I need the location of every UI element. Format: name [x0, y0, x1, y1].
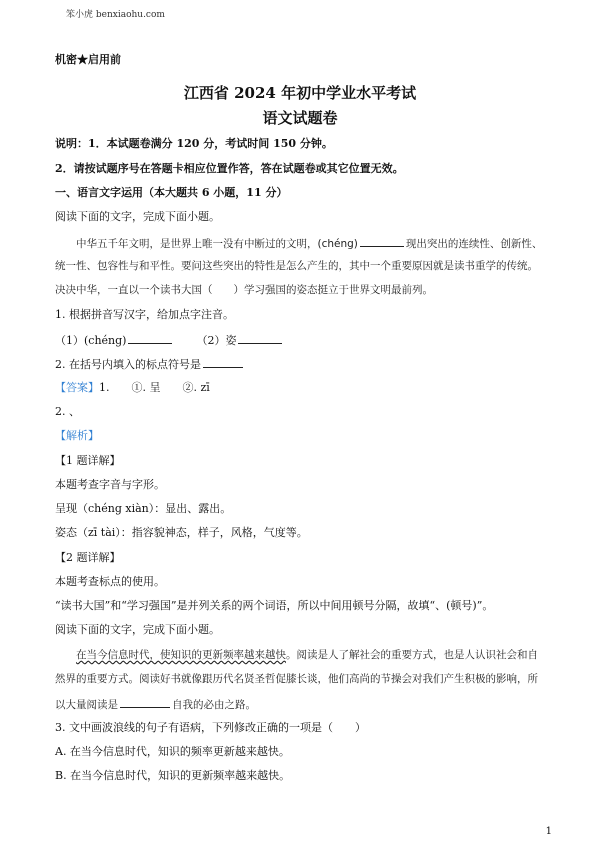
fill-blank: [120, 696, 170, 708]
answer-blank: [238, 332, 282, 344]
fill-blank: [360, 235, 404, 247]
answer-blank: [128, 332, 172, 344]
note-2: 2．请按试题序号在答题卡相应位置作答，答在试题卷或其它位置无效。: [55, 162, 404, 175]
question-3: 3. 文中画波浪线的句子有语病，下列修改正确的一项是（ ）: [55, 721, 366, 734]
detail-line: 呈现（chéng xiàn）：显出、露出。: [55, 502, 232, 515]
detail-line: 本题考查字音与字形。: [55, 478, 165, 491]
site-header: 笨小虎 benxiaohu.com: [66, 10, 165, 20]
note-1: 说明：1．本试题卷满分 120 分，考试时间 150 分钟。: [55, 137, 333, 150]
question-2-text: 2. 在括号内填入的标点符号是: [55, 358, 201, 371]
part-2: （2）姿: [196, 334, 237, 347]
answer-line-2: 2. 、: [55, 405, 80, 418]
question-2: [55, 356, 245, 372]
passage-line: [76, 235, 542, 251]
secret-label: 机密★启用前: [55, 53, 121, 66]
detail-1-heading: 【1 题详解】: [55, 454, 121, 467]
passage-line: 决决中华，一直以一个读书大国（ ）学习强国的姿态挺立于世界文明最前列。: [55, 284, 433, 296]
answer-blank: [203, 356, 243, 368]
question-1: 1. 根据拼音写汉字，给加点字注音。: [55, 308, 234, 321]
detail-line: 本题考查标点的使用。: [55, 575, 165, 588]
passage-line: 统一性、包容性与和平性。要问这些突出的特性是怎么产生的，其中一个重要原因就是读书重学的传统。: [55, 260, 538, 272]
passage-text: 现出突出的连续性、创新性、: [405, 238, 543, 250]
detail-line: 姿态（zī tài）：指容貌神态，样子，风格，气度等。: [55, 526, 308, 539]
answer-text: 1. ①. 呈 ②. zī: [99, 381, 210, 394]
passage-text: 自我的必由之路。: [172, 699, 256, 711]
detail-line: “读书大国”和“学习强国”是并列关系的两个词语，所以中间用顿号分隔，故填“、(顿号)”。: [55, 599, 494, 612]
exam-title: 江西省 2024 年初中学业水平考试: [183, 84, 417, 102]
passage-text: 。阅读是人了解社会的重要方式，也是人认识社会和自: [286, 649, 538, 661]
passage-line: [55, 696, 256, 712]
question-1-parts: [55, 332, 284, 348]
passage-line: [76, 648, 538, 662]
passage-text: 以大量阅读是: [55, 699, 118, 711]
answer-line: [55, 381, 210, 395]
instruction: 阅读下面的文字，完成下面小题。: [55, 210, 220, 223]
wavy-sentence: 在当今信息时代，使知识的更新频率越来越快: [76, 649, 286, 661]
detail-2-heading: 【2 题详解】: [55, 551, 121, 564]
passage-text: 中华五千年文明，是世界上唯一没有中断过的文明，(chéng): [76, 238, 358, 250]
answer-tag: 【答案】: [55, 381, 99, 394]
option-b: B. 在当今信息时代，知识的更新频率越来越快。: [55, 769, 291, 782]
page-number: 1: [545, 826, 552, 837]
analysis-tag: 【解析】: [55, 429, 99, 442]
option-a: A. 在当今信息时代，知识的频率更新越来越快。: [55, 745, 290, 758]
passage-line: 然界的重要方式。阅读好书就像跟历代名贤圣哲促膝长谈，他们高尚的节操会对我们产生积极的影响，所: [55, 673, 538, 685]
part-1: （1）(chéng): [55, 334, 127, 347]
exam-subtitle: 语文试题卷: [262, 109, 338, 127]
instruction: 阅读下面的文字，完成下面小题。: [55, 623, 220, 636]
section-heading: 一、语言文字运用（本大题共 6 小题，11 分）: [55, 186, 288, 199]
